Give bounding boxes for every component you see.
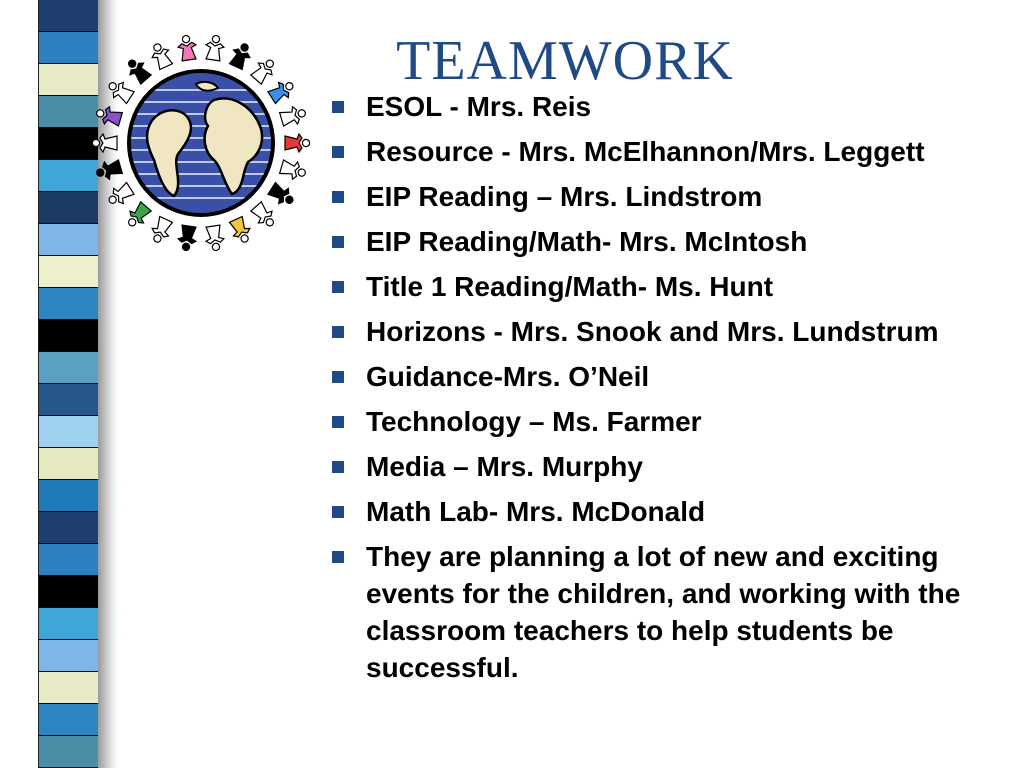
stripe-block <box>39 64 99 96</box>
globe-with-people-ring-icon <box>92 34 310 252</box>
stripe-block <box>39 544 99 576</box>
stripe-block <box>39 224 99 256</box>
bullet-text: EIP Reading – Mrs. Lindstrom <box>366 181 763 212</box>
bullet-text: Guidance-Mrs. O’Neil <box>366 361 650 392</box>
person-figure <box>279 104 308 128</box>
square-bullet-icon <box>332 326 344 338</box>
person-figure <box>285 134 310 152</box>
bullet-item <box>330 403 980 440</box>
bullet-item <box>330 178 980 215</box>
person-figure <box>123 55 153 85</box>
stripe-block <box>39 640 99 672</box>
bullet-text: Media – Mrs. Murphy <box>366 451 643 482</box>
bullet-item <box>330 133 980 170</box>
bullet-item <box>330 313 980 350</box>
globe-icon <box>92 34 310 252</box>
bullet-item <box>330 223 980 260</box>
stripe-block <box>39 128 99 160</box>
bullet-item <box>330 88 980 125</box>
stripe-block <box>39 352 99 384</box>
person-figure <box>228 40 255 70</box>
bullet-list <box>330 88 980 694</box>
square-bullet-icon <box>332 146 344 158</box>
stripe-block <box>39 288 99 320</box>
stripe-block <box>39 32 99 64</box>
bullet-text: EIP Reading/Math- Mrs. McIntosh <box>366 226 808 257</box>
stripe-block <box>39 512 99 544</box>
stripe-block <box>39 160 99 192</box>
bullet-item <box>330 268 980 305</box>
bullet-item <box>330 538 980 686</box>
bullet-text: Title 1 Reading/Math- Ms. Hunt <box>366 271 774 302</box>
stripe-block <box>39 256 99 288</box>
stripe-block <box>39 576 99 608</box>
person-figure <box>249 55 279 85</box>
stripe-block <box>39 96 99 128</box>
stripe-block <box>39 672 99 704</box>
person-figure <box>148 216 175 246</box>
square-bullet-icon <box>332 101 344 113</box>
stripe-block <box>39 192 99 224</box>
person-figure <box>204 225 225 252</box>
person-figure <box>204 34 225 61</box>
person-figure <box>249 201 279 231</box>
bullet-text: They are planning a lot of new and exciting events for the children, and working with the classroom teachers to help students be successful. <box>366 541 961 683</box>
stripe-block <box>39 0 99 32</box>
square-bullet-icon <box>332 416 344 428</box>
bullet-item <box>330 448 980 485</box>
bullet-item <box>330 358 980 395</box>
square-bullet-icon <box>332 236 344 248</box>
stripe-block <box>39 320 99 352</box>
person-figure <box>92 134 117 152</box>
bullet-text: ESOL - Mrs. Reis <box>366 91 592 122</box>
person-figure <box>228 216 255 246</box>
square-bullet-icon <box>332 506 344 518</box>
person-figure <box>148 40 175 70</box>
bullet-text: Math Lab- Mrs. McDonald <box>366 496 706 527</box>
slide-title: TEAMWORK <box>396 30 734 92</box>
stripe-block <box>39 384 99 416</box>
person-figure <box>279 158 308 182</box>
person-figure <box>94 104 123 128</box>
person-figure <box>94 158 123 182</box>
person-figure <box>267 77 297 105</box>
person-figure <box>177 225 198 252</box>
person-figure <box>105 181 135 209</box>
person-figure <box>123 201 153 231</box>
stripe-block <box>39 416 99 448</box>
square-bullet-icon <box>332 371 344 383</box>
stripe-block <box>39 736 99 768</box>
stripe-block <box>39 608 99 640</box>
bullet-text: Technology – Ms. Farmer <box>366 406 702 437</box>
bullet-text: Resource - Mrs. McElhannon/Mrs. Leggett <box>366 136 925 167</box>
bullet-item <box>330 493 980 530</box>
person-figure <box>267 181 297 209</box>
square-bullet-icon <box>332 191 344 203</box>
person-figure <box>177 34 198 61</box>
person-figure <box>105 77 135 105</box>
stripe-block <box>39 448 99 480</box>
square-bullet-icon <box>332 461 344 473</box>
square-bullet-icon <box>332 281 344 293</box>
bullet-text: Horizons - Mrs. Snook and Mrs. Lundstrum <box>366 316 939 347</box>
decorative-stripe <box>38 0 99 768</box>
stripe-block <box>39 480 99 512</box>
square-bullet-icon <box>332 551 344 563</box>
stripe-block <box>39 704 99 736</box>
